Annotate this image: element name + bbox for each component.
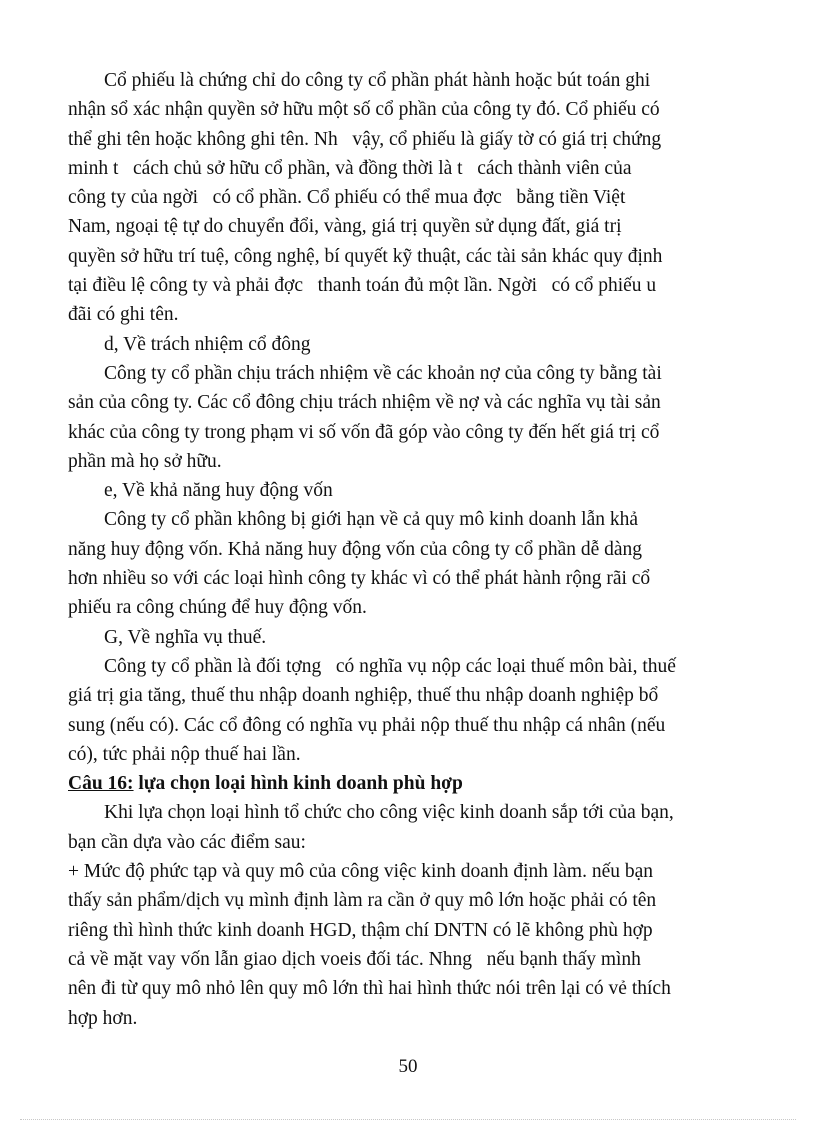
paragraph-line: phần mà họ sở hữu. <box>68 450 222 472</box>
page-number: 50 <box>398 1056 418 1077</box>
paragraph-line: Khi lựa chọn loại hình tổ chức cho công việc kinh doanh sắp tới của bạn, <box>104 802 674 824</box>
paragraph-line: tại điều lệ công ty và phải đợc thanh toán đủ một lần. Ngời có cổ phiếu u <box>68 275 657 297</box>
paragraph-line: Công ty cổ phần không bị giới hạn về cả quy mô kinh doanh lẫn khả <box>104 509 639 531</box>
document-body <box>68 66 750 1033</box>
paragraph-line: hơn nhiều so với các loại hình công ty khác vì có thể phát hành rộng rãi cổ <box>68 568 651 590</box>
paragraph-line: hợp hơn. <box>68 1007 138 1029</box>
paragraph-line: thể ghi tên hoặc không ghi tên. Nh vậy, cổ phiếu là giấy tờ có giá trị chứng <box>68 128 662 150</box>
page-bottom-divider <box>20 1119 796 1120</box>
paragraph-line: cả về mặt vay vốn lẫn giao dịch voeis đối tác. Nhng nếu bạnh thấy mình <box>68 948 641 970</box>
paragraph-line: nên đi từ quy mô nhỏ lên quy mô lớn thì hai hình thức nói trên lại có vẻ thích <box>68 978 671 1000</box>
section-title: G, Về nghĩa vụ thuế. <box>104 626 267 648</box>
paragraph-line: riêng thì hình thức kinh doanh HGD, thậm chí DNTN có lẽ không phù hợp <box>68 919 653 941</box>
question-text: lựa chọn loại hình kinh doanh phù hợp <box>133 773 463 795</box>
paragraph-line: khác của công ty trong phạm vi số vốn đã góp vào công ty đến hết giá trị cổ <box>68 421 660 443</box>
section-title: d, Về trách nhiệm cổ đông <box>104 333 311 355</box>
paragraph-line: Công ty cổ phần chịu trách nhiệm về các khoản nợ của công ty bằng tài <box>104 362 662 384</box>
paragraph-line: quyền sở hữu trí tuệ, công nghệ, bí quyết kỹ thuật, các tài sản khác quy định <box>68 245 663 267</box>
paragraph-line: Cổ phiếu là chứng chỉ do công ty cổ phần phát hành hoặc bút toán ghi <box>104 70 651 91</box>
paragraph-line: minh t cách chủ sở hữu cổ phần, và đồng thời là t cách thành viên của <box>68 157 632 179</box>
paragraph-line: công ty của ngời có cổ phần. Cổ phiếu có thể mua đợc bằng tiền Việt <box>68 187 626 209</box>
paragraph-line: có), tức phải nộp thuế hai lần. <box>68 743 301 765</box>
question-heading <box>68 769 750 798</box>
paragraph-line: nhận sổ xác nhận quyền sở hữu một số cổ phần của công ty đó. Cổ phiếu có <box>68 99 660 121</box>
paragraph-line: thấy sản phẩm/dịch vụ mình định làm ra cần ở quy mô lớn hoặc phải có tên <box>68 890 657 912</box>
section-title: e, Về khả năng huy động vốn <box>104 480 333 502</box>
paragraph-line: phiếu ra công chúng để huy động vốn. <box>68 597 367 619</box>
paragraph-line: + Mức độ phức tạp và quy mô của công việc kinh doanh định làm. nếu bạn <box>68 861 654 883</box>
paragraph-line: sung (nếu có). Các cổ đông có nghĩa vụ phải nộp thuế thu nhập cá nhân (nếu <box>68 714 666 736</box>
paragraph-line: Công ty cổ phần là đối tợng có nghĩa vụ nộp các loại thuế môn bài, thuế <box>104 655 676 677</box>
paragraph-line: giá trị gia tăng, thuế thu nhập doanh nghiệp, thuế thu nhập doanh nghiệp bổ <box>68 685 659 707</box>
paragraph-line: Nam, ngoại tệ tự do chuyển đổi, vàng, giá trị quyền sử dụng đất, giá trị <box>68 216 622 238</box>
paragraph-line: bạn cần dựa vào các điểm sau: <box>68 831 306 853</box>
question-label: Câu 16: <box>68 773 134 795</box>
paragraph-line: đãi có ghi tên. <box>68 304 179 326</box>
paragraph-line: sản của công ty. Các cổ đông chịu trách nhiệm về nợ và các nghĩa vụ tài sản <box>68 392 661 414</box>
paragraph-line: năng huy động vốn. Khả năng huy động vốn của công ty cổ phần dễ dàng <box>68 538 643 560</box>
